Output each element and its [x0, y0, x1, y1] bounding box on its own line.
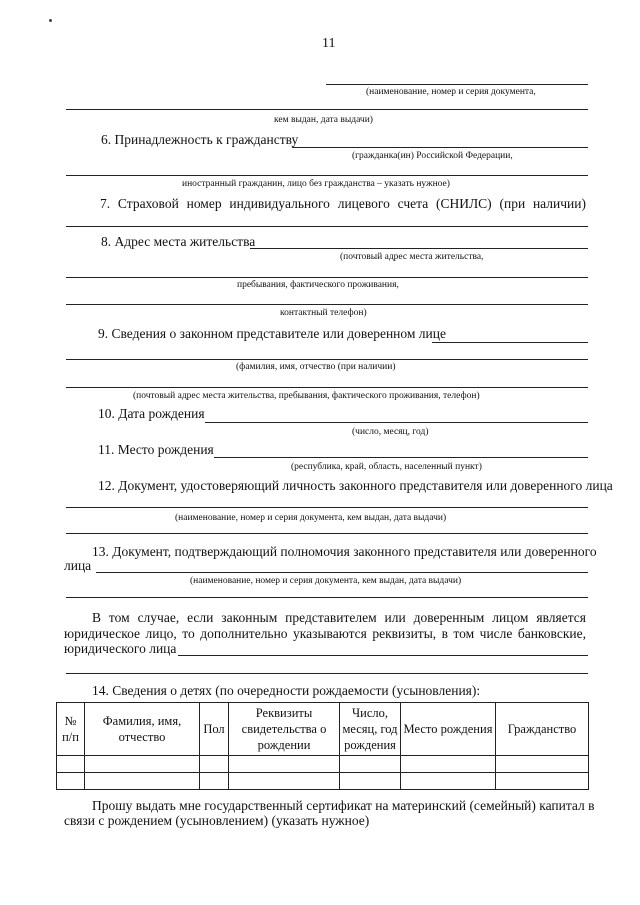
field-line[interactable]	[66, 359, 588, 360]
caption-id-doc: (наименование, номер и серия документа, кем выдан, дата выдачи)	[175, 513, 447, 523]
request-text-2: связи с рождением (усыновлением) (указать нужное)	[64, 813, 370, 828]
table-cell[interactable]	[229, 773, 340, 790]
caption-birth-place: (республика, край, область, населенный пункт)	[291, 462, 482, 472]
table-cell[interactable]	[57, 773, 85, 790]
caption-phone: контактный телефон)	[280, 308, 367, 318]
item-9-label: 9. Сведения о законном представителе или доверенном лице	[98, 326, 446, 341]
scan-speck	[49, 19, 52, 22]
legal-entity-field[interactable]	[178, 655, 588, 656]
snils-field[interactable]	[66, 226, 588, 227]
table-cell[interactable]	[340, 756, 401, 773]
table-cell[interactable]	[57, 756, 85, 773]
legal-entity-text-3: юридического лица	[64, 641, 177, 656]
table-cell[interactable]	[496, 773, 589, 790]
legal-entity-text-1: В том случае, если законным представителем или доверенным лицом является	[92, 610, 586, 625]
table-cell[interactable]	[85, 773, 200, 790]
field-line[interactable]	[66, 387, 588, 388]
field-line[interactable]	[66, 304, 588, 305]
representative-field[interactable]	[432, 342, 588, 343]
caption-residence-2: пребывания, фактического проживания,	[237, 280, 399, 290]
caption-fio: (фамилия, имя, отчество (при наличии)	[236, 362, 396, 372]
address-field[interactable]	[250, 248, 588, 249]
citizenship-field[interactable]	[292, 147, 588, 148]
caption-doc-issued: кем выдан, дата выдачи)	[274, 115, 373, 125]
header-fio: Фамилия, имя, отчество	[85, 703, 200, 756]
birth-place-field[interactable]	[214, 457, 588, 458]
item-6-label: 6. Принадлежность к гражданству	[101, 132, 299, 147]
caption-birth-date: (число, месяц, год)	[352, 427, 429, 437]
item-12-label: 12. Документ, удостоверяющий личность законного представителя или доверенного лица	[98, 478, 613, 493]
legal-entity-text-2: юридическое лицо, то дополнительно указываются реквизиты, в том числе банковские,	[64, 626, 586, 641]
caption-authority-doc: (наименование, номер и серия документа, кем выдан, дата выдачи)	[190, 576, 462, 586]
caption-residence: (почтовый адрес места жительства,	[340, 252, 484, 262]
table-cell[interactable]	[200, 773, 229, 790]
table-row	[57, 773, 589, 790]
field-line[interactable]	[326, 84, 588, 85]
caption-citizenship: (гражданка(ин) Российской Федерации,	[352, 151, 513, 161]
children-table	[56, 702, 589, 790]
item-13-label: 13. Документ, подтверждающий полномочия законного представителя или доверенного	[92, 544, 597, 559]
item-14-label: 14. Сведения о детях (по очередности рождаемости (усыновления):	[92, 683, 481, 698]
table-cell[interactable]	[496, 756, 589, 773]
field-line[interactable]	[66, 597, 588, 598]
header-sex: Пол	[200, 703, 229, 756]
table-cell[interactable]	[340, 773, 401, 790]
item-7-label: 7. Страховой номер индивидуального лицевого счета (СНИЛС) (при наличии)	[100, 196, 586, 211]
caption-doc-name: (наименование, номер и серия документа,	[366, 87, 536, 97]
header-citizenship: Гражданство	[496, 703, 589, 756]
authority-doc-field[interactable]	[96, 572, 588, 573]
header-birth-place: Место рождения	[401, 703, 496, 756]
field-line[interactable]	[66, 277, 588, 278]
page-number: 11	[322, 36, 336, 51]
item-10-label: 10. Дата рождения	[98, 406, 205, 421]
table-cell[interactable]	[85, 756, 200, 773]
header-certificate: Реквизиты свидетельства о рождении	[229, 703, 340, 756]
header-number: № п/п	[57, 703, 85, 756]
table-cell[interactable]	[401, 756, 496, 773]
caption-citizenship-2: иностранный гражданин, лицо без гражданства – указать нужное)	[182, 179, 450, 189]
table-row	[57, 756, 589, 773]
item-13-label-2: лица	[64, 558, 92, 573]
id-doc-field[interactable]	[66, 507, 588, 508]
request-text-1: Прошу выдать мне государственный сертификат на материнский (семейный) капитал в	[92, 798, 595, 813]
field-line[interactable]	[66, 175, 588, 176]
field-line[interactable]	[66, 673, 588, 674]
caption-rep-address: (почтовый адрес места жительства, пребывания, фактического проживания, телефон)	[133, 391, 480, 401]
field-line[interactable]	[66, 533, 588, 534]
header-birth-date: Число, месяц, год рождения	[340, 703, 401, 756]
table-cell[interactable]	[200, 756, 229, 773]
table-cell[interactable]	[401, 773, 496, 790]
table-cell[interactable]	[229, 756, 340, 773]
birth-date-field[interactable]	[205, 422, 588, 423]
item-8-label: 8. Адрес места жительства	[101, 234, 256, 249]
item-11-label: 11. Место рождения	[98, 442, 214, 457]
field-line[interactable]	[66, 109, 588, 110]
